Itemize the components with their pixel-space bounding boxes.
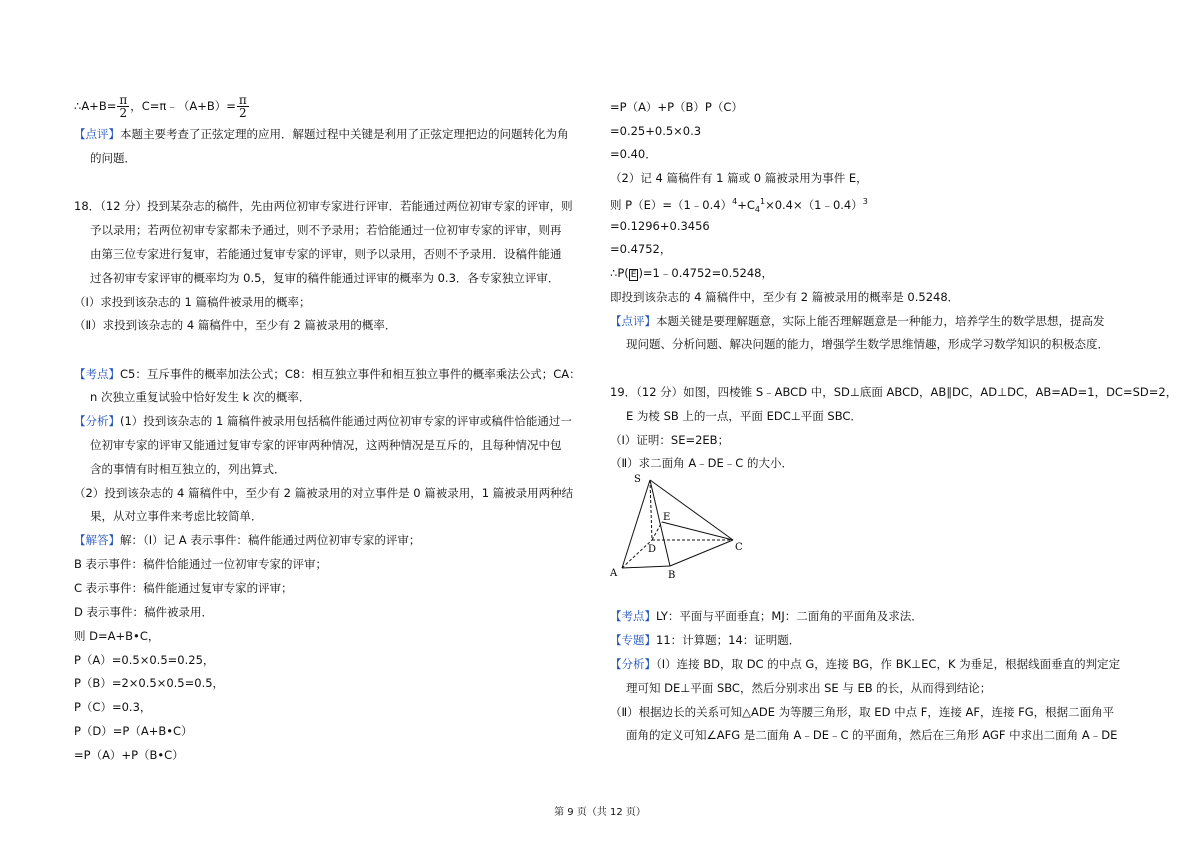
solution-line: P（C）=0.3， bbox=[74, 700, 152, 714]
exponent: 3 bbox=[862, 197, 868, 206]
fenxi-tag: 【分析】 bbox=[74, 414, 120, 428]
label-s: S bbox=[634, 474, 641, 485]
solution-line: =0.4752， bbox=[610, 242, 672, 256]
probability-formula bbox=[610, 194, 868, 218]
solution-line: P（B）=2×0.5×0.5=0.5， bbox=[74, 676, 225, 690]
zhuanti-text: 11：计算题；14：证明题． bbox=[656, 633, 801, 647]
solution-line: B 表示事件：稿件恰能通过一位初审专家的评审； bbox=[74, 557, 328, 571]
fenxi-text: （Ⅰ）连接 BD，取 DC 的中点 G，连接 BG，作 BK⊥EC，K 为垂足，根据线面垂直的判定定 bbox=[656, 657, 1121, 671]
formula-middle: ，C=π﹣（A+B）= bbox=[130, 99, 236, 113]
label-b: B bbox=[668, 570, 676, 581]
fraction-pi-over-2-second bbox=[237, 94, 249, 119]
fenxi-tag: 【分析】 bbox=[610, 657, 656, 671]
formula-part: ∴P( bbox=[610, 266, 629, 280]
dianping-tag: 【点评】 bbox=[610, 314, 656, 328]
formula-part: ×0.4×（1﹣0.4） bbox=[765, 197, 863, 212]
solution-line: P（D）=P（A+B•C） bbox=[74, 724, 193, 738]
label-c: C bbox=[735, 542, 743, 553]
fenxi-text: (1）投到该杂志的 1 篇稿件被录用包括稿件能通过两位初审专家的评审或稿件恰能通过一 bbox=[120, 414, 572, 428]
q19-line-4: （Ⅱ）求二面角 A﹣DE﹣C 的大小． bbox=[610, 456, 793, 470]
solution-line: =P（A）+P（B）P（C） bbox=[610, 100, 743, 114]
complement-formula bbox=[610, 265, 773, 283]
solution-line: 则 D=A+B•C， bbox=[74, 629, 160, 643]
dianping-line-1 bbox=[610, 313, 1105, 329]
label-a: A bbox=[610, 568, 618, 579]
fenxi-line-2: 理可知 DE⊥平面 SBC，然后分别求出 SE 与 EB 的长，从而得到结论； bbox=[626, 681, 992, 695]
kaodian-line-1 bbox=[74, 366, 581, 382]
formula-line bbox=[74, 94, 250, 119]
solution-line: D 表示事件：稿件被录用． bbox=[74, 605, 214, 619]
kaodian-tag: 【考点】 bbox=[610, 609, 656, 623]
formula-prefix: ∴A+B= bbox=[74, 99, 117, 113]
fenxi-line-4: 面角的定义可知∠AFG 是二面角 A﹣DE﹣C 的平面角，然后在三角形 AGF 中求出二面角 A﹣DE bbox=[626, 728, 1118, 742]
solution-line: P（A）=0.5×0.5=0.25， bbox=[74, 653, 215, 667]
q19-line-2: E 为棱 SB 上的一点，平面 EDC⊥平面 SBC． bbox=[626, 409, 862, 423]
jieda-text: 解：（Ⅰ）记 A 表示事件：稿件能通过两位初审专家的评审； bbox=[120, 533, 421, 547]
label-d: D bbox=[648, 544, 657, 555]
fenxi-line-5: 果，从对立事件来考虑比较简单． bbox=[90, 509, 263, 523]
kaodian-line-2: n 次独立重复试验中恰好发生 k 次的概率． bbox=[90, 390, 311, 404]
fenxi-line-3: 含的事情有时相互独立的，列出算式． bbox=[90, 462, 286, 476]
solution-line: =0.40． bbox=[610, 147, 657, 161]
kaodian-text: C5：互斥事件的概率加法公式；C8：相互独立事件和相互独立事件的概率乘法公式；CA： bbox=[120, 367, 581, 381]
kaodian-tag: 【考点】 bbox=[74, 367, 120, 381]
complement-event: $\overline{E}$ bbox=[630, 270, 637, 280]
dianping-line-1 bbox=[74, 126, 569, 142]
subscript: 4 bbox=[754, 205, 760, 215]
zhuanti-tag: 【专题】 bbox=[610, 633, 656, 647]
q18-line-5: （Ⅰ）求投到该杂志的 1 篇稿件被录用的概率； bbox=[74, 295, 311, 309]
dianping-line-2: 的问题． bbox=[90, 151, 136, 165]
fenxi-line-3: （Ⅱ）根据边长的关系可知△ADE 为等腰三角形，取 ED 中点 F，连接 AF，连接 FG，根据二面角平 bbox=[610, 705, 1115, 719]
fraction-numerator: π bbox=[119, 93, 128, 107]
q19-line-3: （Ⅰ）证明：SE=2EB； bbox=[610, 433, 730, 447]
fraction-pi-over-2 bbox=[117, 94, 129, 119]
label-e: E bbox=[663, 512, 671, 523]
jieda-line-1 bbox=[74, 532, 420, 548]
kaodian-text: LY：平面与平面垂直；MJ：二面角的平面角及求法． bbox=[656, 609, 923, 623]
kaodian-line bbox=[610, 608, 923, 624]
q18-line-1: 18．（12 分）投到某杂志的稿件，先由两位初审专家进行评审．若能通过两位初审专家的评审，则 bbox=[74, 199, 573, 213]
fenxi-line-1 bbox=[610, 656, 1120, 672]
q19-line-1: 19．（12 分）如图，四棱锥 S﹣ABCD 中，SD⊥底面 ABCD，AB∥DC，AD⊥DC，AB=AD=1，DC=SD=2， bbox=[610, 385, 1178, 399]
formula-part: +C bbox=[737, 197, 755, 212]
dianping-line-2: 现问题、分析问题、解决问题的能力，增强学生数学思维情趣，形成学习数学知识的积极态度． bbox=[626, 337, 1109, 351]
q18-line-3: 由第三位专家进行复审，若能通过复审专家的评审，则予以录用，否则不予录用．设稿件能通 bbox=[90, 247, 562, 261]
fraction-numerator: π bbox=[238, 93, 247, 107]
solution-line: C 表示事件：稿件能通过复审专家的评审； bbox=[74, 581, 293, 595]
jieda-tag: 【解答】 bbox=[74, 533, 120, 547]
formula-part: 则 P（E）=（1﹣0.4） bbox=[610, 197, 733, 212]
solution-line: =P（A）+P（B•C） bbox=[74, 748, 184, 762]
exponent: 1 bbox=[759, 197, 766, 206]
q18-line-6: （Ⅱ）求投到该杂志的 4 篇稿件中，至少有 2 篇被录用的概率． bbox=[74, 318, 397, 332]
fenxi-line-2: 位初审专家的评审又能通过复审专家的评审两种情况，这两种情况是互斥的，且每种情况中包 bbox=[90, 438, 562, 452]
dianping-text: 本题关键是要理解题意，实际上能否理解题意是一种能力，培养学生的数学思想，提高发 bbox=[656, 314, 1105, 328]
solution-line: =0.1296+0.3456 bbox=[610, 219, 710, 233]
q18-line-2: 予以录用；若两位初审专家都未予通过，则不予录用；若恰能通过一位初审专家的评审，则再 bbox=[90, 223, 562, 237]
formula-part: )=1﹣0.4752=0.5248， bbox=[638, 266, 773, 280]
fenxi-line-4: （2）投到该杂志的 4 篇稿件中，至少有 2 篇被录用的对立事件是 0 篇被录用，1 篇被录用两种结 bbox=[74, 486, 574, 500]
exponent: 4 bbox=[732, 197, 738, 206]
solution-line: 即投到该杂志的 4 篇稿件中，至少有 2 篇被录用的概率是 0.5248． bbox=[610, 290, 960, 304]
pyramid-figure bbox=[600, 470, 780, 585]
fenxi-line-1 bbox=[74, 413, 572, 429]
fraction-denominator: 2 bbox=[239, 106, 247, 120]
solution-line: =0.25+0.5×0.3 bbox=[610, 124, 702, 138]
fraction-denominator: 2 bbox=[119, 106, 128, 120]
zhuanti-line bbox=[610, 632, 800, 648]
dianping-text: 本题主要考查了正弦定理的应用．解题过程中关键是利用了正弦定理把边的问题转化为角 bbox=[120, 127, 569, 141]
dianping-tag: 【点评】 bbox=[74, 127, 120, 141]
q18-line-4: 过各初审专家评审的概率均为 0.5，复审的稿件能通过评审的概率为 0.3．各专家独立评审． bbox=[90, 271, 560, 285]
page-footer: 第 9 页（共 12 页） bbox=[554, 807, 646, 818]
solution-line: （2）记 4 篇稿件有 1 篇或 0 篇被录用为事件 E， bbox=[610, 171, 868, 185]
